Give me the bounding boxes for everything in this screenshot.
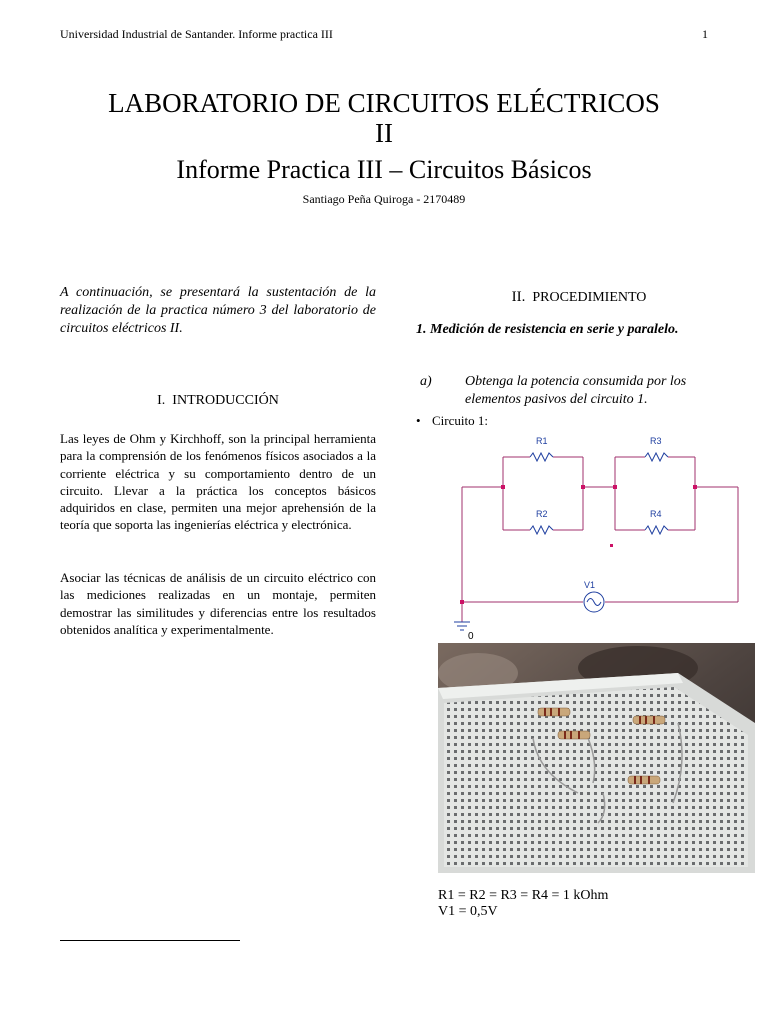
running-header: Universidad Industrial de Santander. Informe practica III xyxy=(60,27,333,41)
nodes xyxy=(460,485,697,604)
ground-symbol xyxy=(454,622,470,630)
section-number: II. xyxy=(511,289,526,305)
bullet-circuit-1 xyxy=(416,413,488,429)
label-r4: R4 xyxy=(650,509,662,519)
label-r2: R2 xyxy=(536,509,548,519)
resistor-r3 xyxy=(645,453,668,461)
abstract: A continuación, se presentará la sustentación de la realización de la practica número 3 del laboratorio de circuitos eléctricos II. xyxy=(60,285,376,336)
bullet-text: Circuito 1: xyxy=(432,413,488,428)
section-title: PROCEDIMIENTO xyxy=(532,290,647,305)
author-line: Santiago Peña Quiroga - 2170489 xyxy=(302,192,466,206)
paper-title-line2: II xyxy=(375,118,393,148)
resistors xyxy=(530,453,668,534)
item-label: a) xyxy=(420,374,432,389)
section-number: I. xyxy=(157,393,166,408)
page-number: 1 xyxy=(702,27,708,41)
resistor-r2 xyxy=(530,526,553,534)
section-heading-intro xyxy=(60,393,376,409)
intro-paragraph-2: Asociar las técnicas de análisis de un circuito eléctrico con las mediciones realizadas en un montaje, permiten demostrar las similitudes y diferencias entre los resultados obtenidos analítica y experimentalmente. xyxy=(60,570,376,637)
breadboard-photo xyxy=(438,643,755,873)
values-source: V1 = 0,5V xyxy=(438,904,498,919)
item-text: Obtenga la potencia consumida por los elementos pasivos del circuito 1. xyxy=(465,374,687,407)
label-v1: V1 xyxy=(584,580,596,590)
paper-subtitle: Informe Practica III – Circuitos Básicos xyxy=(176,155,592,184)
voltage-source xyxy=(584,592,604,612)
values-resistors: R1 = R2 = R3 = R4 = 1 kOhm xyxy=(438,888,609,903)
label-r3: R3 xyxy=(650,436,662,446)
circuit-schematic xyxy=(450,430,750,645)
section-heading-procedure xyxy=(416,289,742,306)
footnote-divider xyxy=(60,940,240,941)
paper-title-line1: LABORATORIO DE CIRCUITOS ELÉCTRICOS xyxy=(108,88,660,118)
section-title: INTRODUCCIÓN xyxy=(172,393,279,408)
intro-paragraph-1: Las leyes de Ohm y Kirchhoff, son la principal herramienta para la comprensión de los fenómenos físicos asociados a la corriente eléctrica y su comportamiento dentro de un circuito. Llevar a la práctica los conceptos básicos adquiridos en clase, permiten una mejor aprehensión de la teoría que soporta las ingenierías eléctrica y electrónica. xyxy=(60,431,376,533)
wires xyxy=(462,457,738,622)
bullet-icon: • xyxy=(416,413,421,428)
subsection-heading: 1. Medición de resistencia en serie y paralelo. xyxy=(416,322,679,337)
label-r1: R1 xyxy=(536,436,548,446)
component-values xyxy=(438,888,608,920)
resistor-r1 xyxy=(530,453,553,461)
resistor-r4 xyxy=(645,526,668,534)
label-ground: 0 xyxy=(468,631,474,642)
